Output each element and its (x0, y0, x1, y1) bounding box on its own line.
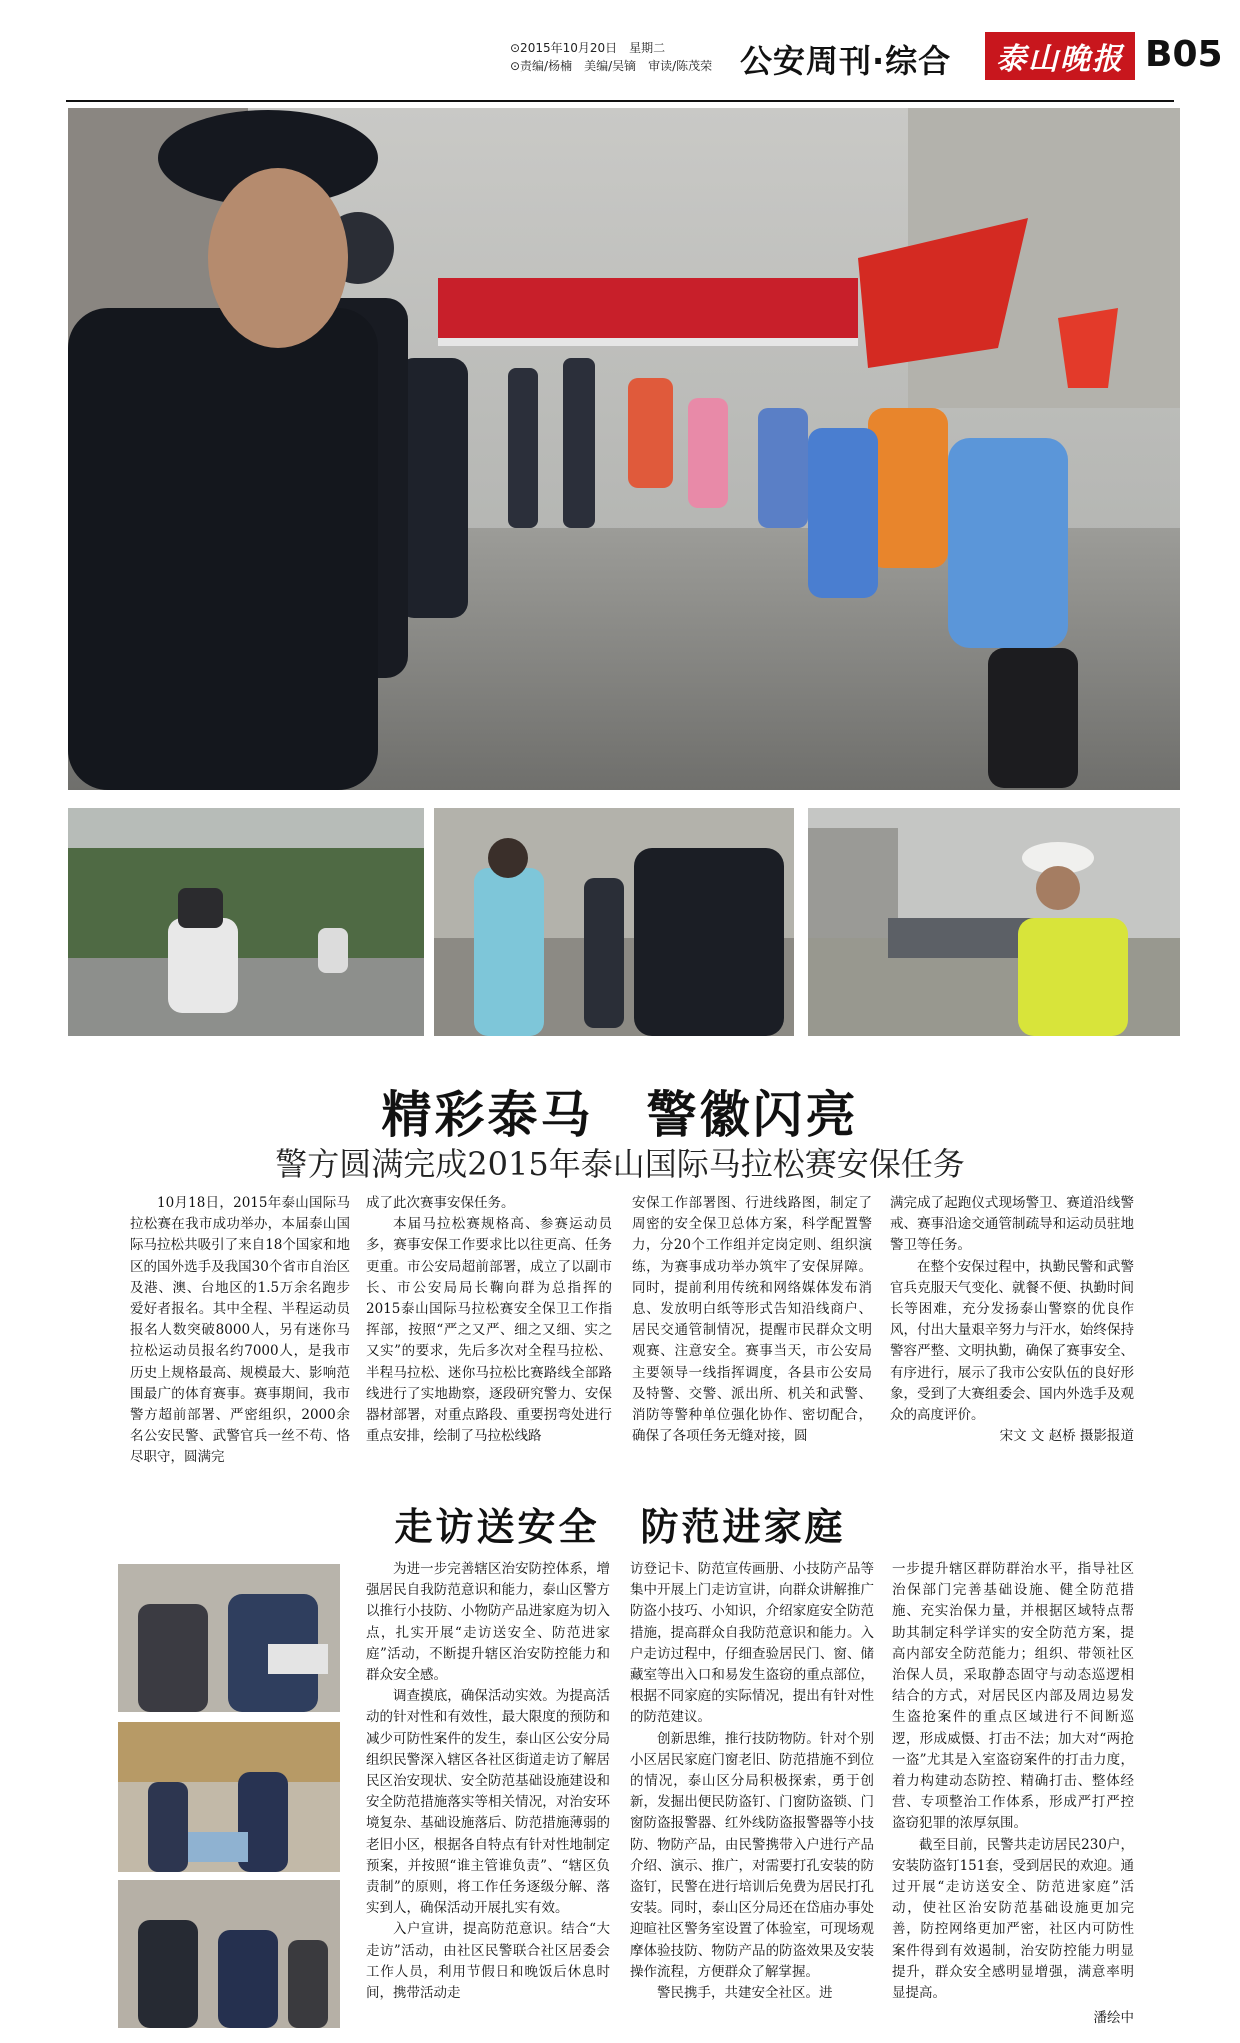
article1-subheadline: 警方圆满完成2015年泰山国际马拉松赛安保任务 (275, 1145, 965, 1183)
paragraph: 在整个安保过程中，执勤民警和武警官兵克服天气变化、就餐不便、执勤时间长等困难，充分发扬泰山警察的优良作风，付出大量艰辛努力与汗水，始终保持警容严整、文明执勤，确保了赛事安全、有序进行，展示了我市公安队伍的良好形象，受到了大赛组委会、国内外选手及观众的高度评价。 (890, 1258, 1134, 1424)
article1-column-3 (632, 1193, 872, 1455)
article2-column-2 (630, 1559, 874, 2033)
paragraph: 警民携手，共建安全社区。进 (657, 1985, 833, 2002)
paragraph: 本届马拉松赛规格高、参赛运动员多，赛事安保工作要求比以往更高、任务更重。市公安局超前部署，成立了以副市长、市公安局局长鞠向群为总指挥的2015泰山国际马拉松赛安全保卫工作指挥部，按照“严之又严、细之又细、实之又实”的要求，先后多次对全程马拉松、半程马拉松、迷你马拉松比赛路线全部路线进行了实地勘察，逐段研究警力、安保器材部署，对重点路段、重要拐弯处进行重点安排，绘制了马拉松线路 (366, 1216, 612, 1445)
paragraph: 一步提升辖区群防群治水平，指导社区治保部门完善基础设施、健全防范措施、充实治保力量，并根据区域特点帮助其制定科学详实的安全防范方案，提高内部安全防范能力；组织、带领社区治保人员，采取静态固守与动态巡逻相结合的方式，对居民区内部及周边易发生盗抢案件的重点区域进行不间断巡逻，形成威慑、打击不法；加大对“两抢一盗”尤其是入室盗窃案件的打击力度，着力构建动态防控、精确打击、整体经营、专项整治工作体系，形成严打严控盗窃犯罪的浓厚氛围。 (892, 1561, 1134, 1832)
paragraph: 入户宣讲，提高防范意识。结合“大走访”活动，由社区民警联合社区居委会工作人员，利用节假日和晚饭后休息时间，携带活动走 (366, 1921, 610, 2002)
article1-byline: 宋文 文 赵桥 摄影报道 (999, 1428, 1134, 1444)
photo-police-motorcycles (68, 808, 424, 1036)
article1-column-1 (130, 1193, 350, 1466)
article1-headline: 精彩泰马 警徽闪亮 (381, 1086, 859, 1144)
paragraph: 创新思维，推行技防物防。针对个别小区居民家庭门窗老旧、防范措施不到位的情况，泰山区分局积极探索，勇于创新，发掘出便民防盗钉、门窗防盗锁、门窗防盗报警器、红外线防盗报警器等小技防、物防产品，由民警携带入户进行产品介绍、演示、推广，对需要打孔安装的防盗钉，民警在进行培训后免费为居民打孔安装。同时，泰山区分局还在岱庙办事处迎暄社区警务室设置了体验室，可现场观摩体验技防、物防产品的防盗效果及安装操作流程，方便群众了解掌握。 (630, 1730, 874, 1980)
photo-community-visit-2 (118, 1722, 340, 1872)
editor-credits: ⊙责编/杨楠 美编/吴镝 审读/陈茂荣 (510, 59, 713, 73)
newspaper-logo: 泰山晚报 (985, 32, 1135, 80)
photo-community-visit-1 (118, 1564, 340, 1712)
paragraph: 为进一步完善辖区治安防控体系，增强居民自我防范意识和能力，泰山区警方以推行小技防、小物防产品进家庭为切入点，扎实开展“走访送安全、防范进家庭”活动，不断提升辖区治安防控能力和群众安全感。 (366, 1561, 610, 1684)
paragraph: 10月18日，2015年泰山国际马拉松赛在我市成功举办，本届泰山国际马拉松共吸引了来自18个国家和地区的国外选手及我国30个省市自治区及港、澳、台地区的1.5万余名跑步爱好者报名。其中全程、半程运动员报名人数突破8000人，另有迷你马拉松运动员报名约7000人，是我市历史上规格最高、规模最大、影响范围最广的体育赛事。赛事期间，我市警方超前部署、严密组织，2000余名公安民警、武警官兵一丝不苟、恪尽职守，圆满完 (130, 1195, 350, 1466)
article1-column-4 (890, 1193, 1134, 1433)
article2-column-1 (366, 1559, 610, 2033)
article2-column-3 (892, 1559, 1134, 2011)
paragraph: 调查摸底，确保活动实效。为提高活动的针对性和有效性，最大限度的预防和减少可防性案件的发生，泰山区公安分局组织民警深入辖区各社区街道走访了解居民区治安现状、安全防范基础设施建设和安全防范措施落实等相关情况，对治安环境复杂、基础设施落后、防范措施薄弱的老旧小区，根据各自特点有针对性地制定预案，并按照“谁主管谁负责”、“辖区负责制”的原则，将工作任务逐级分解、落实到人，确保活动开展扎实有效。 (366, 1688, 610, 1917)
issue-date: ⊙2015年10月20日 星期二 (510, 41, 666, 55)
article2-headline: 走访送安全 防范进家庭 (394, 1505, 846, 1549)
main-photo-marathon-police (68, 108, 1180, 790)
photo-traffic-police-radio (808, 808, 1180, 1036)
paragraph: 安保工作部署图、行进线路图，制定了周密的安全保卫总体方案，科学配置警力，分20个工作组并定岗定则、组织演练，为赛事成功举办筑牢了安保屏障。同时，提前利用传统和网络媒体发布消息、发放明白纸等形式告知沿线商户、居民交通管制情况，提醒市民群众文明观赛、注意安全。赛事当天，市公安局主要领导一线指挥调度，各县市公安局及特警、交警、派出所、机关和武警、消防等警种单位强化协作、密切配合，确保了各项任务无缝对接，圆 (632, 1195, 872, 1445)
paragraph: 成了此次赛事安保任务。 (366, 1195, 515, 1211)
article1-column-2 (366, 1193, 612, 1455)
photo-community-visit-3 (118, 1880, 340, 2028)
section-title: 公安周刊·综合 (740, 42, 952, 80)
paragraph: 截至目前，民警共走访居民230户，安装防盗钉151套，受到居民的欢迎。通过开展“走访送安全、防范进家庭”活动，使社区治安防范基础设施更加完善，防控网络更加严密，社区内可防性案件得到有效遏制，治安防控能力明显提升，群众安全感明显增强，满意率明显提高。 (892, 1836, 1134, 2002)
article2-byline: 潘绘中 (1093, 2010, 1134, 2026)
page-number: B05 (1145, 34, 1223, 75)
paragraph: 访登记卡、防范宣传画册、小技防产品等集中开展上门走访宣讲，向群众讲解推广防盗小技巧、小知识，介绍家庭安全防范措施，提高群众自我防范意识和能力。入户走访过程中，仔细查验居民门、窗、储藏室等出入口和易发生盗窃的重点部位，根据不同家庭的实际情况，提出有针对性的防范建议。 (630, 1561, 874, 1726)
photo-runners-escort (434, 808, 794, 1036)
header-divider (66, 100, 1174, 102)
paragraph: 满完成了起跑仪式现场警卫、赛道沿线警戒、赛事沿途交通管制疏导和运动员驻地警卫等任务。 (890, 1195, 1134, 1254)
